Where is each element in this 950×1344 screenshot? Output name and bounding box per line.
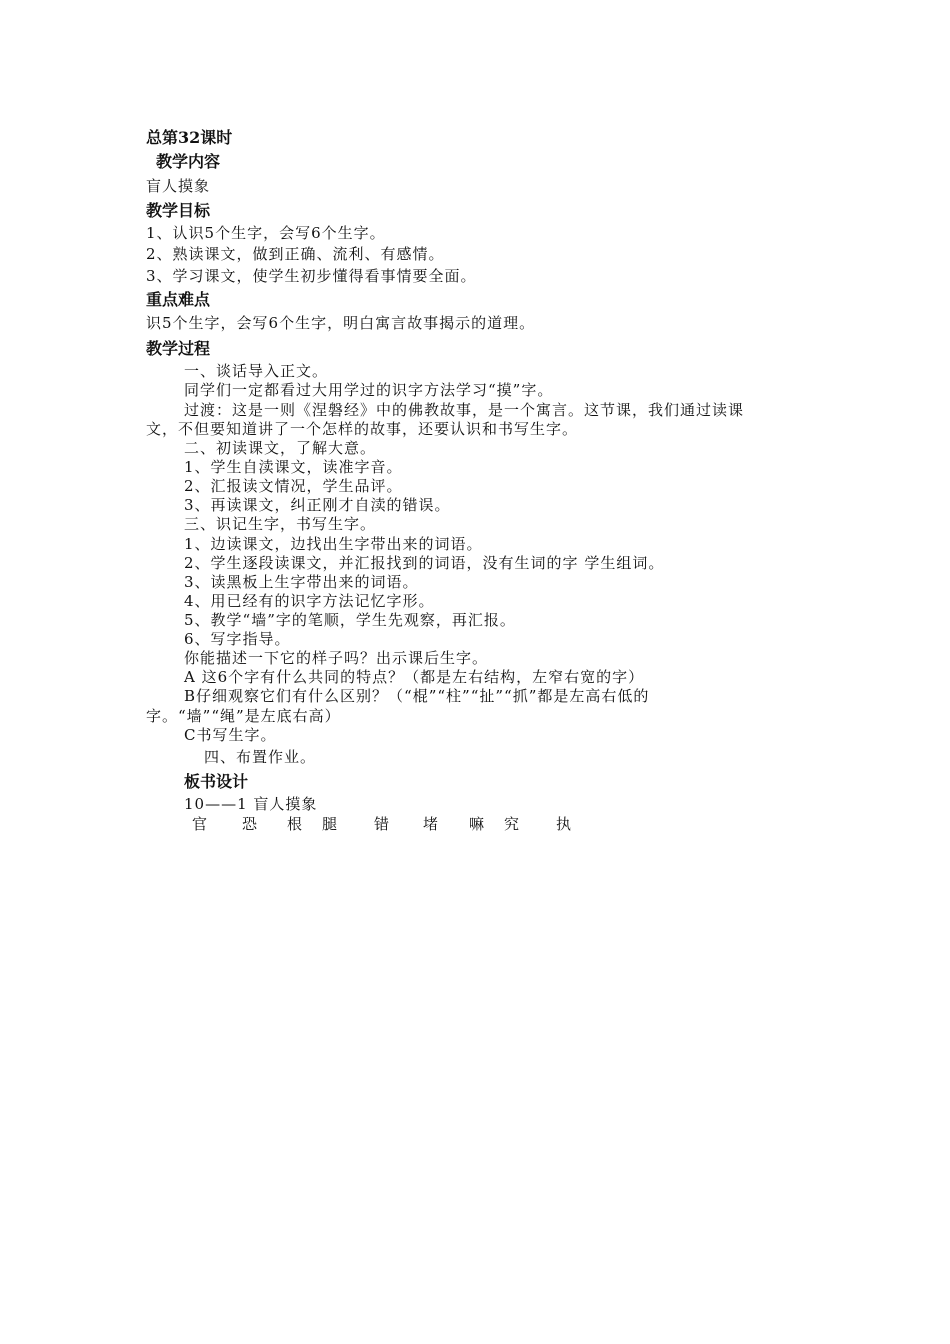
- process-line: C书写生字。: [184, 726, 277, 744]
- keypoints-text: 识5个生字，会写6个生字，明白寓言故事揭示的道理。: [146, 314, 536, 332]
- content-text: 盲人摸象: [146, 177, 211, 195]
- content-heading: 教学内容: [156, 152, 221, 171]
- board-char: 究: [504, 815, 521, 833]
- process-line: 你能描述一下它的样子吗？出示课后生字。: [184, 649, 489, 667]
- process-line: 三、识记生字，书写生字。: [184, 515, 377, 533]
- process-line: 文，不但要知道讲了一个怎样的故事，还要认识和书写生字。: [146, 420, 579, 438]
- board-char: 官: [192, 815, 209, 833]
- process-line: 同学们一定都看过大用学过的识字方法学习“摸”字。: [184, 381, 554, 399]
- process-heading: 教学过程: [146, 339, 211, 358]
- process-line: 3、读黑板上生字带出来的词语。: [184, 573, 419, 591]
- process-line: 一、谈话导入正文。: [184, 362, 329, 380]
- board-char: 根: [287, 815, 304, 833]
- process-line: 过渡：这是一则《涅磐经》中的佛教故事，是一个寓言。这节课，我们通过读课: [184, 401, 745, 419]
- board-char: 执: [556, 815, 573, 833]
- keypoints-heading: 重点难点: [146, 290, 211, 309]
- process-line: 2、汇报读文情况，学生品评。: [184, 477, 403, 495]
- goals-heading: 教学目标: [146, 201, 211, 220]
- process-line: 1、边读课文，边找出生字带出来的词语。: [184, 535, 483, 553]
- board-chars-row: [192, 815, 612, 834]
- process-line: 二、初读课文，了解大意。: [184, 439, 377, 457]
- process-line: 4、用已经有的识字方法记忆字形。: [184, 592, 435, 610]
- board-char: 错: [374, 815, 391, 833]
- board-title: 10——1 盲人摸象: [184, 795, 318, 813]
- process-line: A 这6个字有什么共同的特点？（都是左右结构，左窄右宽的字）: [184, 668, 645, 686]
- process-line: 字。“墙”“绳”是左底右高）: [146, 707, 341, 725]
- board-char: 恐: [242, 815, 259, 833]
- board-heading: 板书设计: [184, 772, 249, 791]
- process-line: 3、再读课文，纠正刚才自渎的错误。: [184, 496, 451, 514]
- goal-item: 2、熟读课文，做到正确、流利、有感情。: [146, 245, 445, 263]
- process-line: 6、写字指导。: [184, 630, 291, 648]
- goal-item: 3、学习课文，使学生初步懂得看事情要全面。: [146, 267, 477, 285]
- board-char: 堵: [423, 815, 440, 833]
- goal-item: 1、认识5个生字，会写6个生字。: [146, 224, 386, 242]
- process-line: 1、学生自渎课文，读准字音。: [184, 458, 403, 476]
- process-line: 2、学生逐段读课文，并汇报找到的词语，没有生词的字 学生组词。: [184, 554, 665, 572]
- board-char: 腿: [322, 815, 339, 833]
- process-line: 5、教学“墙”字的笔顺，学生先观察，再汇报。: [184, 611, 516, 629]
- board-char: 嘛: [469, 815, 486, 833]
- process-line: 四、布置作业。: [204, 748, 317, 766]
- lesson-number: 总第32课时: [146, 128, 233, 147]
- process-line: B仔细观察它们有什么区别？（“棍”“柱”“扯”“抓”都是左高右低的: [184, 687, 650, 705]
